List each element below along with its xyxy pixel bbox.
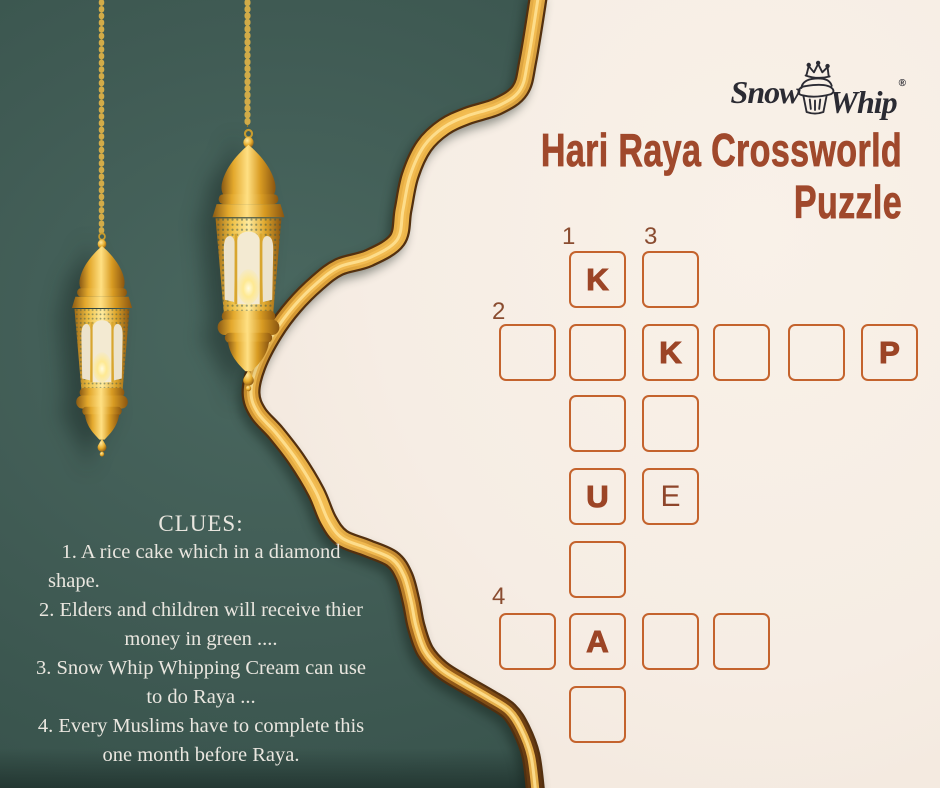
crossword-cell-r2c6[interactable] <box>861 324 918 381</box>
clue-number-2: 2 <box>492 298 506 325</box>
crossword-cell-r3c3[interactable] <box>642 395 699 452</box>
crossword-cell-r1c2[interactable] <box>569 251 626 308</box>
cell-letter: K <box>659 335 682 370</box>
title-line-2: Puzzle <box>793 176 902 228</box>
cell-letter: U <box>586 479 609 514</box>
clue-line-5: 3. Snow Whip Whipping Cream can use <box>35 657 367 679</box>
crossword-cell-r7c2[interactable] <box>569 686 626 743</box>
cell-letter: A <box>586 624 609 659</box>
clue-line-2: shape. <box>48 570 100 592</box>
clue-number-1: 1 <box>562 223 576 250</box>
cell-letter: E <box>660 479 681 513</box>
cell-letter: K <box>586 262 609 297</box>
registered-mark: ® <box>898 78 906 89</box>
crossword-cell-r6c3[interactable] <box>642 613 699 670</box>
crossword-cell-r2c1[interactable] <box>499 324 556 381</box>
cell-letter: P <box>879 335 900 370</box>
crossword-cell-r2c4[interactable] <box>713 324 770 381</box>
clue-lines <box>0 538 402 770</box>
crossword-cell-r1c3[interactable] <box>642 251 699 308</box>
crossword-cell-r2c2[interactable] <box>569 324 626 381</box>
clue-number-4: 4 <box>492 583 506 610</box>
logo-word-snow: Snow <box>730 74 800 110</box>
clue-line-3: 2. Elders and children will receive thier <box>39 599 363 621</box>
clue-line-4: money in green .... <box>124 628 278 650</box>
clue-line-8: one month before Raya. <box>102 744 300 766</box>
crossword-cell-r5c2[interactable] <box>569 541 626 598</box>
crossword-cell-r2c5[interactable] <box>788 324 845 381</box>
clues-heading: CLUES: <box>158 511 244 536</box>
clues-block <box>0 509 402 770</box>
crossword-cell-r4c2[interactable] <box>569 468 626 525</box>
logo-word-whip: Whip <box>829 84 897 120</box>
title-line-1: Hari Raya Crossworld <box>540 124 902 176</box>
clue-number-3: 3 <box>644 223 658 250</box>
crossword-cell-r6c2[interactable] <box>569 613 626 670</box>
clue-line-1: 1. A rice cake which in a diamond <box>61 541 341 563</box>
crossword-cell-r2c3[interactable] <box>642 324 699 381</box>
poster-title <box>414 124 902 228</box>
snowwhip-logo <box>731 60 906 122</box>
clue-line-7: 4. Every Muslims have to complete this <box>37 715 365 737</box>
crossword-cell-r6c1[interactable] <box>499 613 556 670</box>
crossword-cell-r3c2[interactable] <box>569 395 626 452</box>
clue-line-6: to do Raya ... <box>146 686 256 708</box>
crossword-cell-r4c3[interactable] <box>642 468 699 525</box>
crossword-cell-r6c4[interactable] <box>713 613 770 670</box>
